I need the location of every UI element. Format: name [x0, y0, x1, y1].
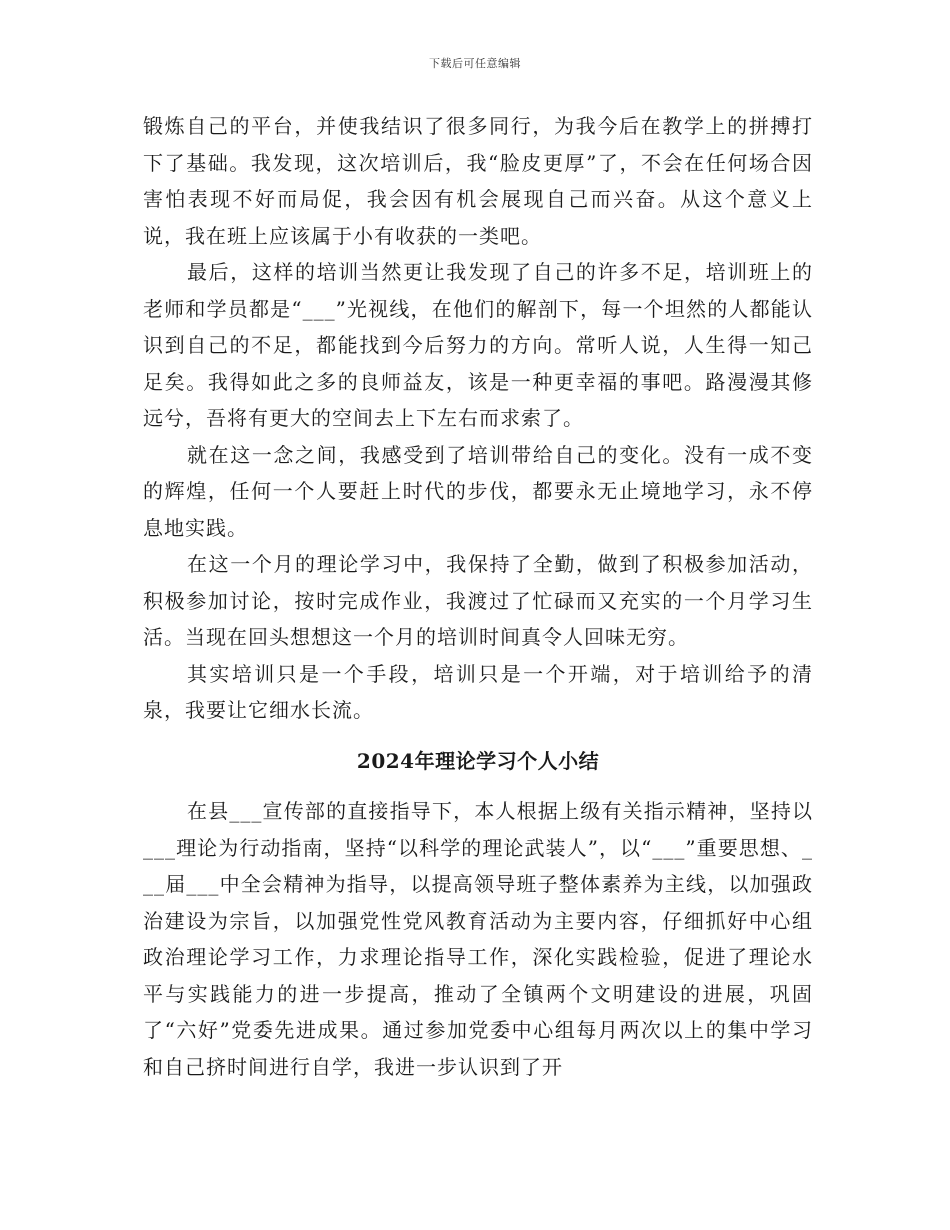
- paragraph-shortcomings: 最后，这样的培训当然更让我发现了自己的许多不足，培训班上的老师和学员都是“___”光视线，在他们的解剖下，每一个坦然的人都能认识到自己的不足，都能找到今后努力的方向。常听人说，人生得一知己足矣。我得如此之多的良师益友，该是一种更幸福的事吧。路漫漫其修远兮，吾将有更大的空间去上下左右而求索了。: [143, 260, 813, 430]
- page-header-note: 下载后可任意编辑: [429, 57, 521, 70]
- paragraph-continuation: 锻炼自己的平台，并使我结识了很多同行，为我今后在教学上的拼搏打下了基础。我发现，这次培训后，我“脸皮更厚”了，不会在任何场合因害怕表现不好而局促，我会因有机会展现自己而兴奋。从这个意义上说，我在班上应该属于小有收获的一类吧。: [143, 114, 813, 248]
- section-title: 2024年理论学习个人小结: [356, 748, 600, 773]
- paragraph-change: 就在这一念之间，我感受到了培训带给自己的变化。没有一成不变的辉煌，任何一个人要赶上时代的步伐，都要永无止境地学习，永不停息地实践。: [143, 442, 813, 540]
- paragraph-attendance: 在这一个月的理论学习中，我保持了全勤，做到了积极参加活动，积极参加讨论，按时完成作业，我渡过了忙碌而又充实的一个月学习生活。当现在回头想想这一个月的培训时间真令人回味无穷。: [143, 552, 813, 649]
- paragraph-summary-intro: 在县___宣传部的直接指导下，本人根据上级有关指示精神，坚持以___理论为行动指南，坚持“以科学的理论武装人”，以“___”重要思想、___届___中全会精神为指导，以提高领导班子整体素养为主线，以加强政治建设为宗旨，以加强党性党风教育活动为主要内容，仔细抓好中心组政治理论学习工作，力求理论指导工作，深化实践检验，促进了理论水平与实践能力的进一步提高，推动了全镇两个文明建设的进展，巩固了“六好”党委先进成果。通过参加党委中心组每月两次以上的集中学习和自己挤时间进行自学，我进一步认识到了开: [143, 799, 813, 1079]
- document-body: [143, 108, 813, 1085]
- paragraph-conclusion: 其实培训只是一个手段，培训只是一个开端，对于培训给予的清泉，我要让它细水长流。: [143, 661, 813, 722]
